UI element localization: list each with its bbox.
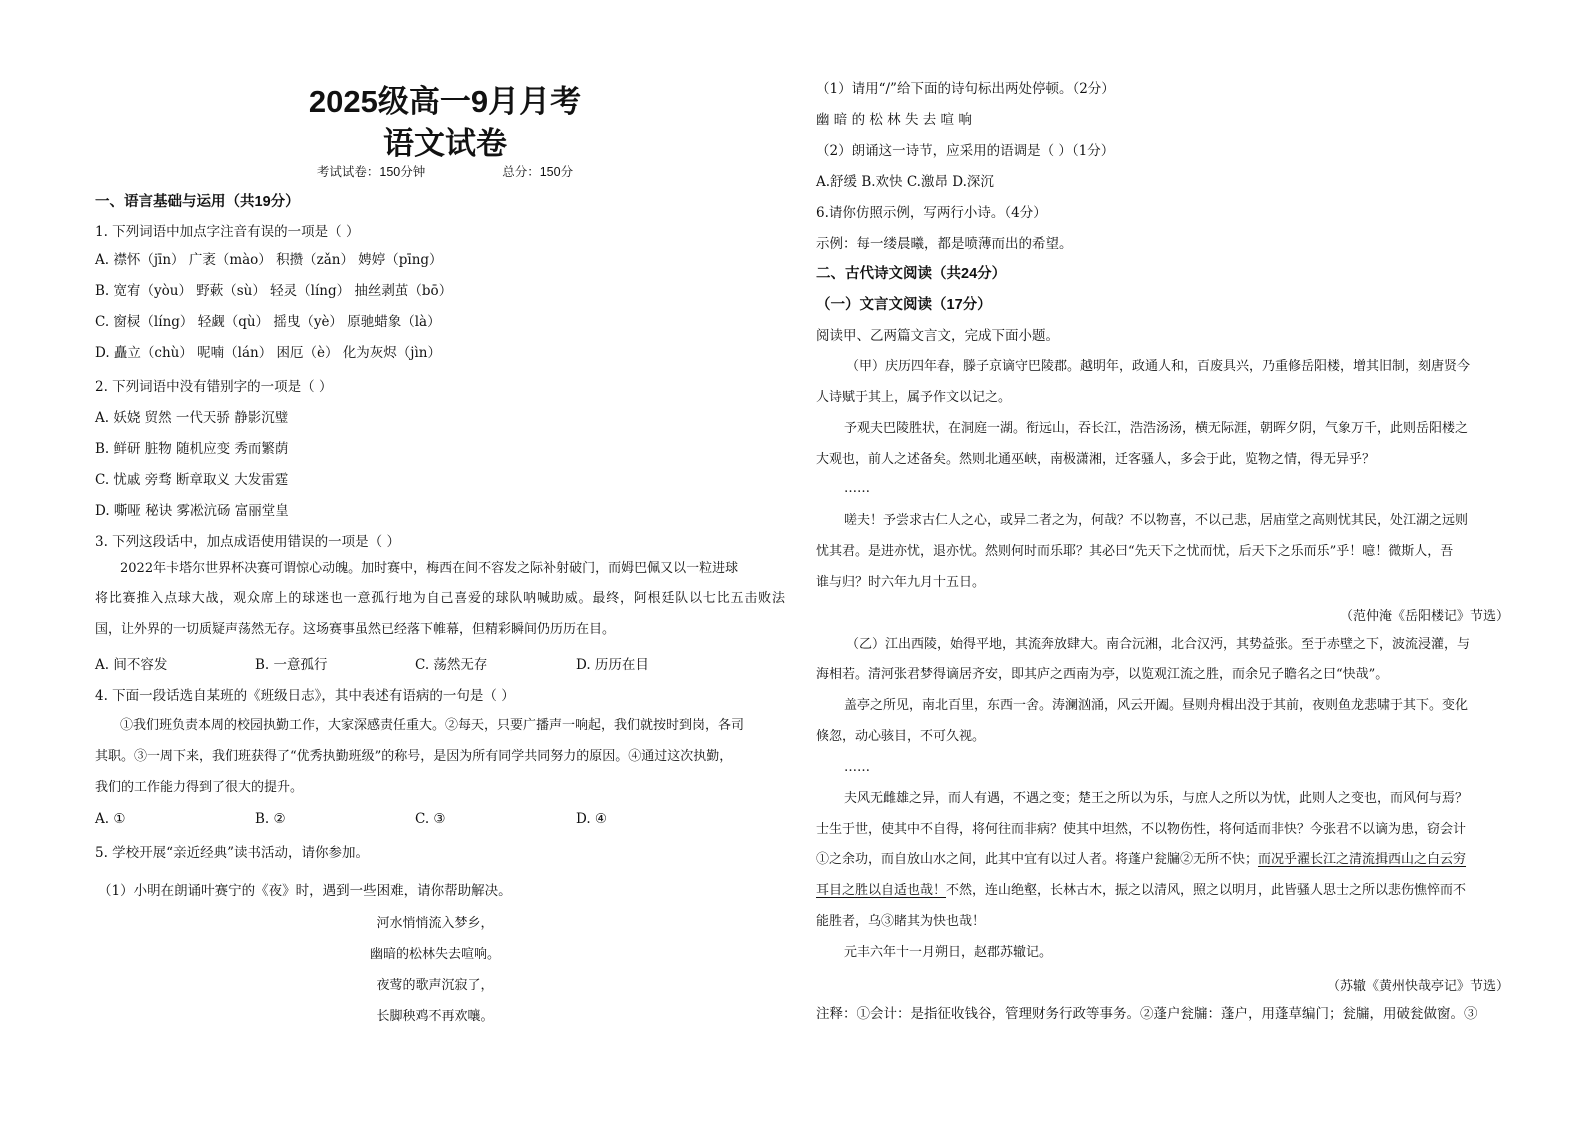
q3-passage-line: 国，让外界的一切质疑声荡然无存。这场赛事虽然已经落下帷幕，但精彩瞬间仍历历在目。 bbox=[95, 622, 616, 637]
yi-source: （苏辙《黄州快哉亭记》节选） bbox=[1326, 979, 1509, 994]
jia-line: （甲）庆历四年春，滕子京谪守巴陵郡。越明年，政通人和，百废具兴，乃重修岳阳楼，增其旧制，刻唐贤今 bbox=[846, 359, 1471, 374]
yi-line: 夫风无雌雄之异，而人有遇，不遇之变；楚王之所以为乐，与庶人之所以为忧，此则人之变也，而风何与焉？ bbox=[844, 791, 1469, 806]
q5-2: （2）朗诵这一诗节，应采用的语调是（ ）（1分） bbox=[816, 143, 1115, 159]
section2-heading: 二、古代诗文阅读（共24分） bbox=[816, 266, 1007, 282]
jia-line: 人诗赋于其上，属予作文以记之。 bbox=[816, 390, 1012, 405]
q3-option-b: B. 一意孤行 bbox=[255, 657, 328, 673]
underlined-sentence: 耳目之胜以自适也哉！ bbox=[816, 883, 947, 898]
q2-option-d: D. 嘶哑 秘诀 雾凇沆砀 富丽堂皇 bbox=[95, 503, 289, 519]
yi-line: 元丰六年十一月朔日，赵郡苏辙记。 bbox=[844, 945, 1053, 960]
q2-option-c: C. 忧戚 旁骛 断章取义 大发雷霆 bbox=[95, 472, 289, 488]
q4-option-b: B. ② bbox=[255, 811, 286, 827]
jia-line: 嗟夫！予尝求古仁人之心，或异二者之为，何哉？不以物喜，不以己悲，居庙堂之高则忧其民，处江湖之远则 bbox=[844, 513, 1469, 528]
q5-stem: 5. 学校开展“亲近经典”读书活动，请你参加。 bbox=[95, 845, 369, 861]
q2-option-b: B. 鲜研 脏物 随机应变 秀而繁荫 bbox=[95, 441, 289, 457]
jia-line: …… bbox=[844, 481, 870, 496]
q4-stem: 4. 下面一段话选自某班的《班级日志》，其中表述有语病的一句是（ ） bbox=[95, 688, 515, 704]
q5-1a: （1）请用“/”给下面的诗句标出两处停顿。（2分） bbox=[816, 81, 1115, 97]
q4-passage-line: 我们的工作能力得到了很大的提升。 bbox=[95, 780, 304, 795]
underlined-sentence: 而况乎濯长江之清流揖西山之白云穷 bbox=[1258, 852, 1467, 867]
q3-stem: 3. 下列这段话中，加点成语使用错误的一项是（ ） bbox=[95, 534, 400, 550]
q2-option-a: A. 妖娆 贸然 一代天骄 静影沉璧 bbox=[95, 410, 289, 426]
q3-option-a: A. 间不容发 bbox=[95, 657, 168, 673]
subsection1-heading: （一）文言文阅读（17分） bbox=[816, 297, 992, 313]
yi-line: 倏忽，动心骇目，不可久视。 bbox=[816, 729, 986, 744]
q4-option-a: A. ① bbox=[95, 811, 126, 827]
notes: 注释：①会计：是指征收钱谷，管理财务行政等事务。②蓬户瓮牖：蓬户，用蓬草编门；瓮牖，用破瓮做窗。③ bbox=[816, 1006, 1478, 1022]
section1-heading: 一、语言基础与运用（共19分） bbox=[95, 194, 300, 210]
yi-line-part: ①之余功，而自放山水之间，此其中宜有以过人者。将蓬户瓮牖②无所不快； bbox=[816, 852, 1259, 867]
q1-option-d: D. 矗立（chù） 呢喃（lán） 困厄（è） 化为灰烬（jìn） bbox=[95, 345, 441, 361]
q2-stem: 2. 下列词语中没有错别字的一项是（ ） bbox=[95, 379, 333, 395]
exam-time: 考试试卷：150分钟 bbox=[316, 165, 426, 179]
q3-option-d: D. 历历在目 bbox=[576, 657, 649, 673]
q1-option-b: B. 宽宥（yòu） 野蔌（sù） 轻灵（líng） 抽丝剥茧（bō） bbox=[95, 283, 453, 299]
yi-line: …… bbox=[844, 760, 870, 775]
poem-line: 河水悄悄流入梦乡， bbox=[376, 916, 494, 931]
q4-passage-line: 其职。③一周下来，我们班获得了“优秀执勤班级”的称号，是因为所有同学共同努力的原因。④通过这次执勤， bbox=[95, 749, 733, 764]
yi-line bbox=[816, 851, 1466, 869]
poem-line: 长脚秧鸡不再欢嚷。 bbox=[376, 1009, 494, 1024]
yi-line: 能胜者，乌③睹其为快也哉！ bbox=[816, 914, 986, 929]
q5-2-options: A.舒缓 B.欢快 C.激昂 D.深沉 bbox=[816, 174, 994, 190]
q3-option-c: C. 荡然无存 bbox=[415, 657, 488, 673]
yi-line: （乙）江出西陵，始得平地，其流奔放肆大。南合沅湘，北合汉沔，其势益张。至于赤壁之下，波流浸灌，与 bbox=[846, 637, 1471, 652]
jia-line: 予观夫巴陵胜状，在洞庭一湖。衔远山，吞长江，浩浩汤汤，横无际涯，朝晖夕阴，气象万千，此则岳阳楼之 bbox=[844, 421, 1469, 436]
exam-info bbox=[95, 162, 795, 180]
reading-instruction: 阅读甲、乙两篇文言文，完成下面小题。 bbox=[816, 328, 1059, 344]
exam-subject-title: 语文试卷 bbox=[383, 126, 507, 161]
jia-source: （范仲淹《岳阳楼记》节选） bbox=[1339, 609, 1509, 624]
q1-option-a: A. 襟怀（jīn） 广袤（mào） 积攒（zǎn） 娉婷（pīng） bbox=[95, 252, 443, 268]
q3-passage-line: 2022年卡塔尔世界杯决赛可谓惊心动魄。加时赛中，梅西在间不容发之际补射破门，而姆巴佩又以一粒进球 bbox=[120, 561, 739, 576]
q6-example: 示例：每一缕晨曦，都是喷薄而出的希望。 bbox=[816, 236, 1073, 252]
poem-line: 幽暗的松林失去喧响。 bbox=[369, 947, 500, 962]
jia-line: 忧其君。是进亦忧，退亦忧。然则何时而乐耶？其必曰“先天下之忧而忧，后天下之乐而乐”乎！噫！微斯人，吾 bbox=[816, 544, 1454, 559]
yi-line-part: 不然，连山绝壑，长林古木，振之以清风，照之以明月，此皆骚人思士之所以悲伤憔悴而不 bbox=[946, 883, 1467, 898]
q4-option-c: C. ③ bbox=[415, 811, 446, 827]
exam-title: 2025级高一9月月考 bbox=[308, 84, 582, 119]
q5-sub1: （1）小明在朗诵叶赛宁的《夜》时，遇到一些困难，请你帮助解决。 bbox=[98, 883, 512, 899]
q6-stem: 6.请你仿照示例，写两行小诗。（4分） bbox=[816, 205, 1047, 221]
total-score: 总分：150分 bbox=[502, 165, 574, 179]
yi-line: 海相若。清河张君梦得谪居齐安，即其庐之西南为亭，以览观江流之胜，而余兄子瞻名之曰“快哉”。 bbox=[816, 667, 1389, 682]
yi-line: 士生于世，使其中不自得，将何往而非病？使其中坦然，不以物伤性，将何适而非快？今张君不以谪为患，窃会计 bbox=[816, 822, 1467, 837]
q3-passage-line: 将比赛推入点球大战，观众席上的球迷也一意孤行地为自己喜爱的球队呐喊助威。最终，阿根廷队以七比五击败法 bbox=[95, 591, 785, 606]
q4-passage-line: ①我们班负责本周的校园执勤工作，大家深感责任重大。②每天，只要广播声一响起，我们就按时到岗，各司 bbox=[120, 718, 745, 733]
q1-stem: 1. 下列词语中加点字注音有误的一项是（ ） bbox=[95, 224, 360, 240]
yi-line: 盖亭之所见，南北百里，东西一舍。涛澜汹涌，风云开阖。昼则舟楫出没于其前，夜则鱼龙悲啸于其下。变化 bbox=[844, 698, 1469, 713]
q1-option-c: C. 窗棂（líng） 轻觑（qù） 摇曳（yè） 原驰蜡象（là） bbox=[95, 314, 441, 330]
jia-line: 大观也，前人之述备矣。然则北通巫峡，南极潇湘，迁客骚人，多会于此，览物之情，得无异乎？ bbox=[816, 452, 1376, 467]
yi-line bbox=[816, 882, 1466, 900]
q4-option-d: D. ④ bbox=[576, 811, 608, 827]
jia-line: 谁与归？时六年九月十五日。 bbox=[816, 575, 986, 590]
poem-line: 夜莺的歌声沉寂了， bbox=[376, 978, 494, 993]
q5-1a-line: 幽 暗 的 松 林 失 去 喧 响 bbox=[816, 112, 972, 128]
